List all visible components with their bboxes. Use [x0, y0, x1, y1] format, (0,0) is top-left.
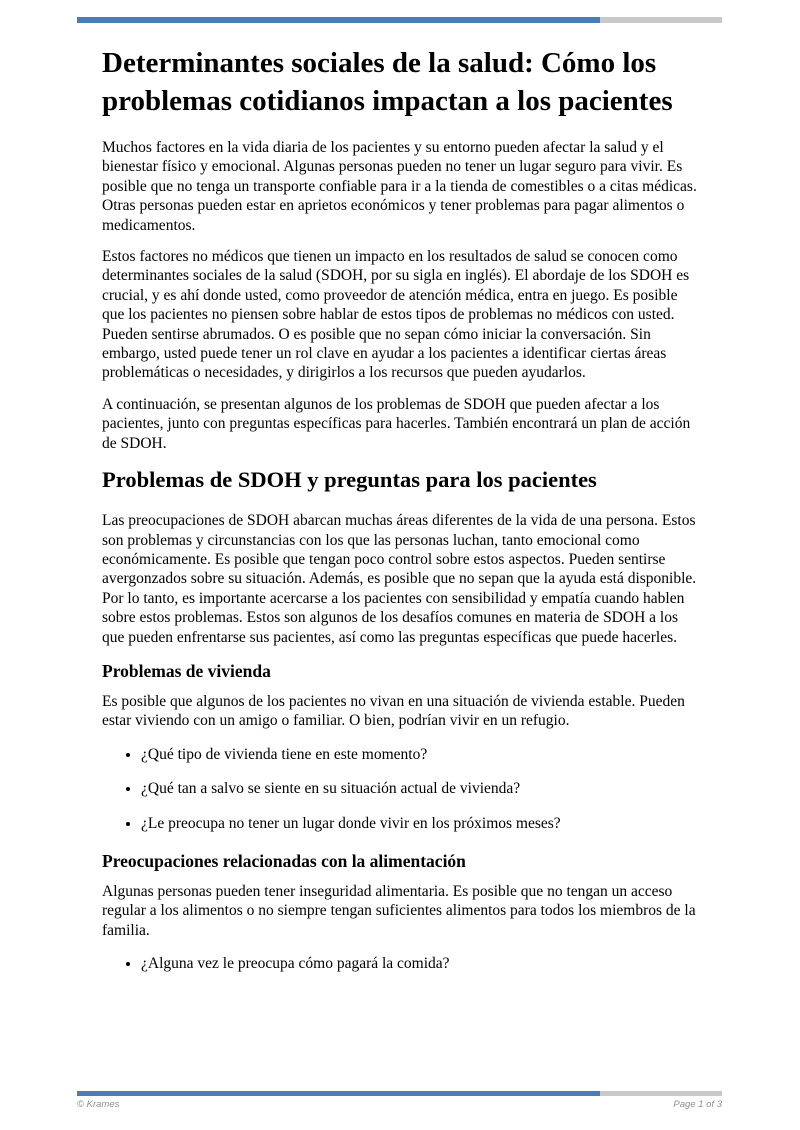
housing-question-list: [102, 745, 702, 833]
bullet-item: • ¿Qué tipo de vivienda tiene en este momento?: [141, 745, 702, 764]
page-footer: [77, 1099, 722, 1110]
subsection-heading-food: Preocupaciones relacionadas con la alimentación: [102, 850, 466, 871]
copyright-text: © Krames: [77, 1099, 120, 1110]
intro-paragraph-2: Estos factores no médicos que tienen un impacto en los resultados de salud se conocen como determinantes sociales de la salud (SDOH, por su sigla en inglés). El abordaje de los SDOH es crucial, y es ahí donde usted, como proveedor de atención médica, entra en juego. Es posible que los pacientes no piensen sobre hablar de estos tipos de problemas no médicos con usted. Pueden sentirse abrumados. O es posible que no sepan cómo iniciar la conversación. Sin embargo, usted puede tener un rol clave en ayudar a los pacientes a identificar ciertas áreas problemáticas o necesidades, y dirigirlos a los recursos que pueden ayudarlos.: [102, 248, 690, 382]
bullet-item: • ¿Le preocupa no tener un lugar donde vivir en los próximos meses?: [141, 814, 702, 833]
page-title: Determinantes sociales de la salud: Cómo los problemas cotidianos impactan a los pacientes: [102, 47, 673, 117]
section-heading-sdoh-problems: Problemas de SDOH y preguntas para los pacientes: [102, 467, 597, 493]
food-paragraph: Algunas personas pueden tener inseguridad alimentaria. Es posible que no tengan un acceso regular a los alimentos o no siempre tengan suficientes alimentos para todos los miembros de la familia.: [102, 882, 696, 939]
section-intro-paragraph: Las preocupaciones de SDOH abarcan muchas áreas diferentes de la vida de una persona. Estos son problemas y circunstancias con los que las personas luchan, tanto emocional como económicamente. Es posible que tengan poco control sobre estos aspectos. Pueden sentirse avergonzados sobre su situación. Además, es posible que no sepan que la ayuda está disponible. Por lo tanto, es importante acercarse a los pacientes con sensibilidad y empatía cuando hablen sobre estos problemas. Estos son algunos de los desafíos comunes en materia de SDOH a los que pueden enfrentarse sus pacientes, así como las preguntas específicas que puede hacerles.: [102, 512, 697, 646]
footer-divider-blue-segment: [77, 1091, 600, 1096]
housing-paragraph: Es posible que algunos de los pacientes no vivan en una situación de vivienda estable. Pueden estar viviendo con un amigo o familiar. O bien, podrían vivir en un refugio.: [102, 692, 685, 730]
page-number-text: Page 1 of 3: [673, 1099, 722, 1110]
footer-divider: [77, 1091, 722, 1096]
bullet-item: • ¿Qué tan a salvo se siente en su situación actual de vivienda?: [141, 779, 702, 798]
footer-divider-gray-segment: [600, 1091, 722, 1096]
bullet-item: • ¿Alguna vez le preocupa cómo pagará la comida?: [141, 954, 702, 973]
food-question-list: [102, 954, 702, 973]
intro-paragraph-1: Muchos factores en la vida diaria de los pacientes y su entorno pueden afectar la salud y el bienestar físico y emocional. Algunas personas pueden no tener un lugar seguro para vivir. Es posible que no tenga un transporte confiable para ir a la tienda de comestibles o a citas médicas. Otras personas pueden estar en aprietos económicos y tener problemas para pagar alimentos o medicamentos.: [102, 139, 697, 234]
subsection-heading-housing: Problemas de vivienda: [102, 660, 271, 681]
intro-paragraph-3: A continuación, se presentan algunos de los problemas de SDOH que pueden afectar a los pacientes, junto con preguntas específicas para hacerles. También encontrará un plan de acción de SDOH.: [102, 395, 691, 452]
